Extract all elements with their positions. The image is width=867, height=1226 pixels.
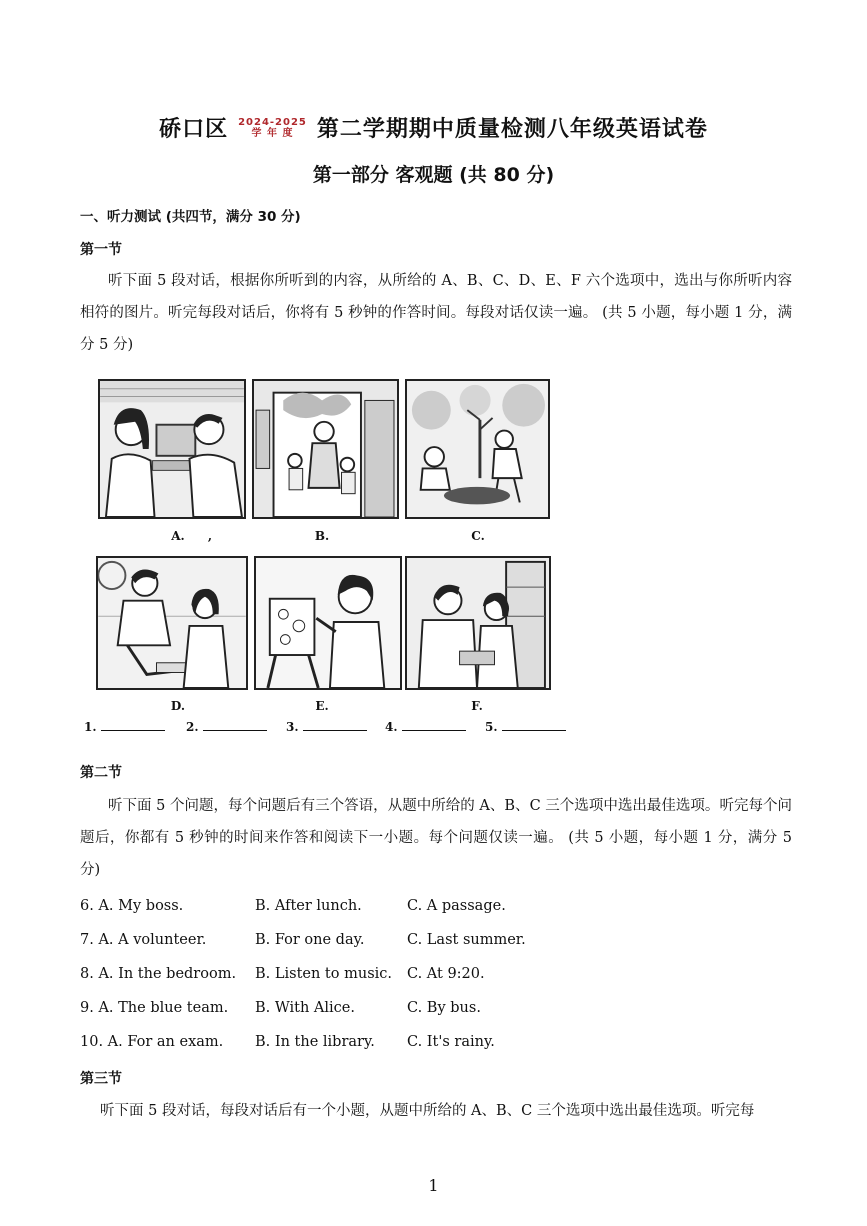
question-8-option-b: B. Listen to music. — [255, 966, 392, 982]
page-number: 1 — [428, 1176, 439, 1195]
picture-b — [252, 379, 399, 519]
answer-line[interactable] — [303, 720, 367, 731]
question-10-option-a: 10. A. For an exam. — [80, 1034, 224, 1050]
answer-line[interactable] — [203, 720, 267, 731]
subsection-1-instructions: 听下面 5 段对话，根据你所听到的内容，从所给的 A、B、C、D、E、F 六个选项中，选出与你所听内容相符的图片。听完每段对话后，你将有 5 秒钟的作答时间。每段对话仅读一遍。 (共 5 小题，每小题 1 分，满分 5 分) — [80, 273, 792, 353]
exam-title — [0, 112, 867, 143]
picture-c-label: C. — [471, 529, 485, 543]
picture-c — [405, 379, 550, 519]
picture-b-drawing — [254, 381, 397, 517]
district-name: 硚口区 — [159, 117, 229, 142]
picture-f — [405, 556, 551, 690]
picture-d — [96, 556, 248, 690]
picture-d-label: D. — [170, 699, 186, 713]
answer-line[interactable] — [502, 720, 566, 731]
picture-f-label: F. — [471, 699, 483, 713]
picture-e-drawing — [256, 558, 400, 688]
picture-a-label: A. — [171, 529, 185, 543]
question-8-option-c: C. At 9:20. — [407, 966, 485, 982]
section-heading: 一、听力测试 (共四节，满分 30 分) — [80, 209, 301, 225]
question-6-option-c: C. A passage. — [407, 898, 506, 914]
answer-blank-3[interactable]: 3. — [286, 720, 367, 734]
exam-title-text: 第二学期期中质量检测八年级英语试卷 — [316, 117, 708, 142]
answer-blank-5[interactable]: 5. — [485, 720, 566, 734]
question-10-option-b: B. In the library. — [255, 1034, 375, 1050]
part-heading: 第一部分 客观题 (共 80 分) — [312, 164, 555, 186]
question-6-option-a: 6. A. My boss. — [80, 898, 184, 914]
answer-blank-1[interactable]: 1. — [84, 720, 165, 734]
question-9-option-b: B. With Alice. — [255, 1000, 355, 1016]
picture-a-drawing — [100, 381, 244, 517]
school-year-badge — [238, 117, 307, 139]
question-6-option-b: B. After lunch. — [255, 898, 362, 914]
question-7-option-a: 7. A. A volunteer. — [80, 932, 207, 948]
answer-line[interactable] — [402, 720, 466, 731]
question-7-option-b: B. For one day. — [255, 932, 365, 948]
answer-blank-2[interactable]: 2. — [186, 720, 267, 734]
subsection-2-label: 第二节 — [80, 765, 122, 781]
subsection-2-instructions: 听下面 5 个问题，每个问题后有三个答语，从题中所给的 A、B、C 三个选项中选出最佳选项。听完每个问题后，你都有 5 秒钟的时间来作答和阅读下一小题。每个问题仅读一遍。 (共 5 小题，每小题 1 分，满分 5 分) — [80, 798, 792, 878]
question-9-option-c: C. By bus. — [407, 1000, 481, 1016]
picture-d-drawing — [98, 558, 246, 688]
school-year-label: 学 年 度 — [251, 127, 294, 139]
question-10-option-c: C. It's rainy. — [407, 1034, 495, 1050]
question-8-option-a: 8. A. In the bedroom. — [80, 966, 237, 982]
picture-a — [98, 379, 246, 519]
picture-b-label: B. — [314, 529, 330, 543]
answer-blank-4[interactable]: 4. — [385, 720, 466, 734]
question-9-option-a: 9. A. The blue team. — [80, 1000, 229, 1016]
picture-e-label: E. — [315, 699, 329, 713]
picture-e — [254, 556, 402, 690]
picture-c-drawing — [407, 381, 548, 517]
answer-line[interactable] — [101, 720, 165, 731]
question-7-option-c: C. Last summer. — [407, 932, 526, 948]
subsection-1-label: 第一节 — [80, 242, 122, 258]
picture-a-stray-mark: , — [207, 529, 213, 543]
subsection-3-instructions: 听下面 5 段对话，每段对话后有一个小题，从题中所给的 A、B、C 三个选项中选出最佳选项。听完每 — [100, 1103, 755, 1119]
picture-f-drawing — [407, 558, 549, 688]
subsection-3-label: 第三节 — [80, 1071, 122, 1087]
school-year-range: 2024-2025 — [238, 116, 307, 128]
